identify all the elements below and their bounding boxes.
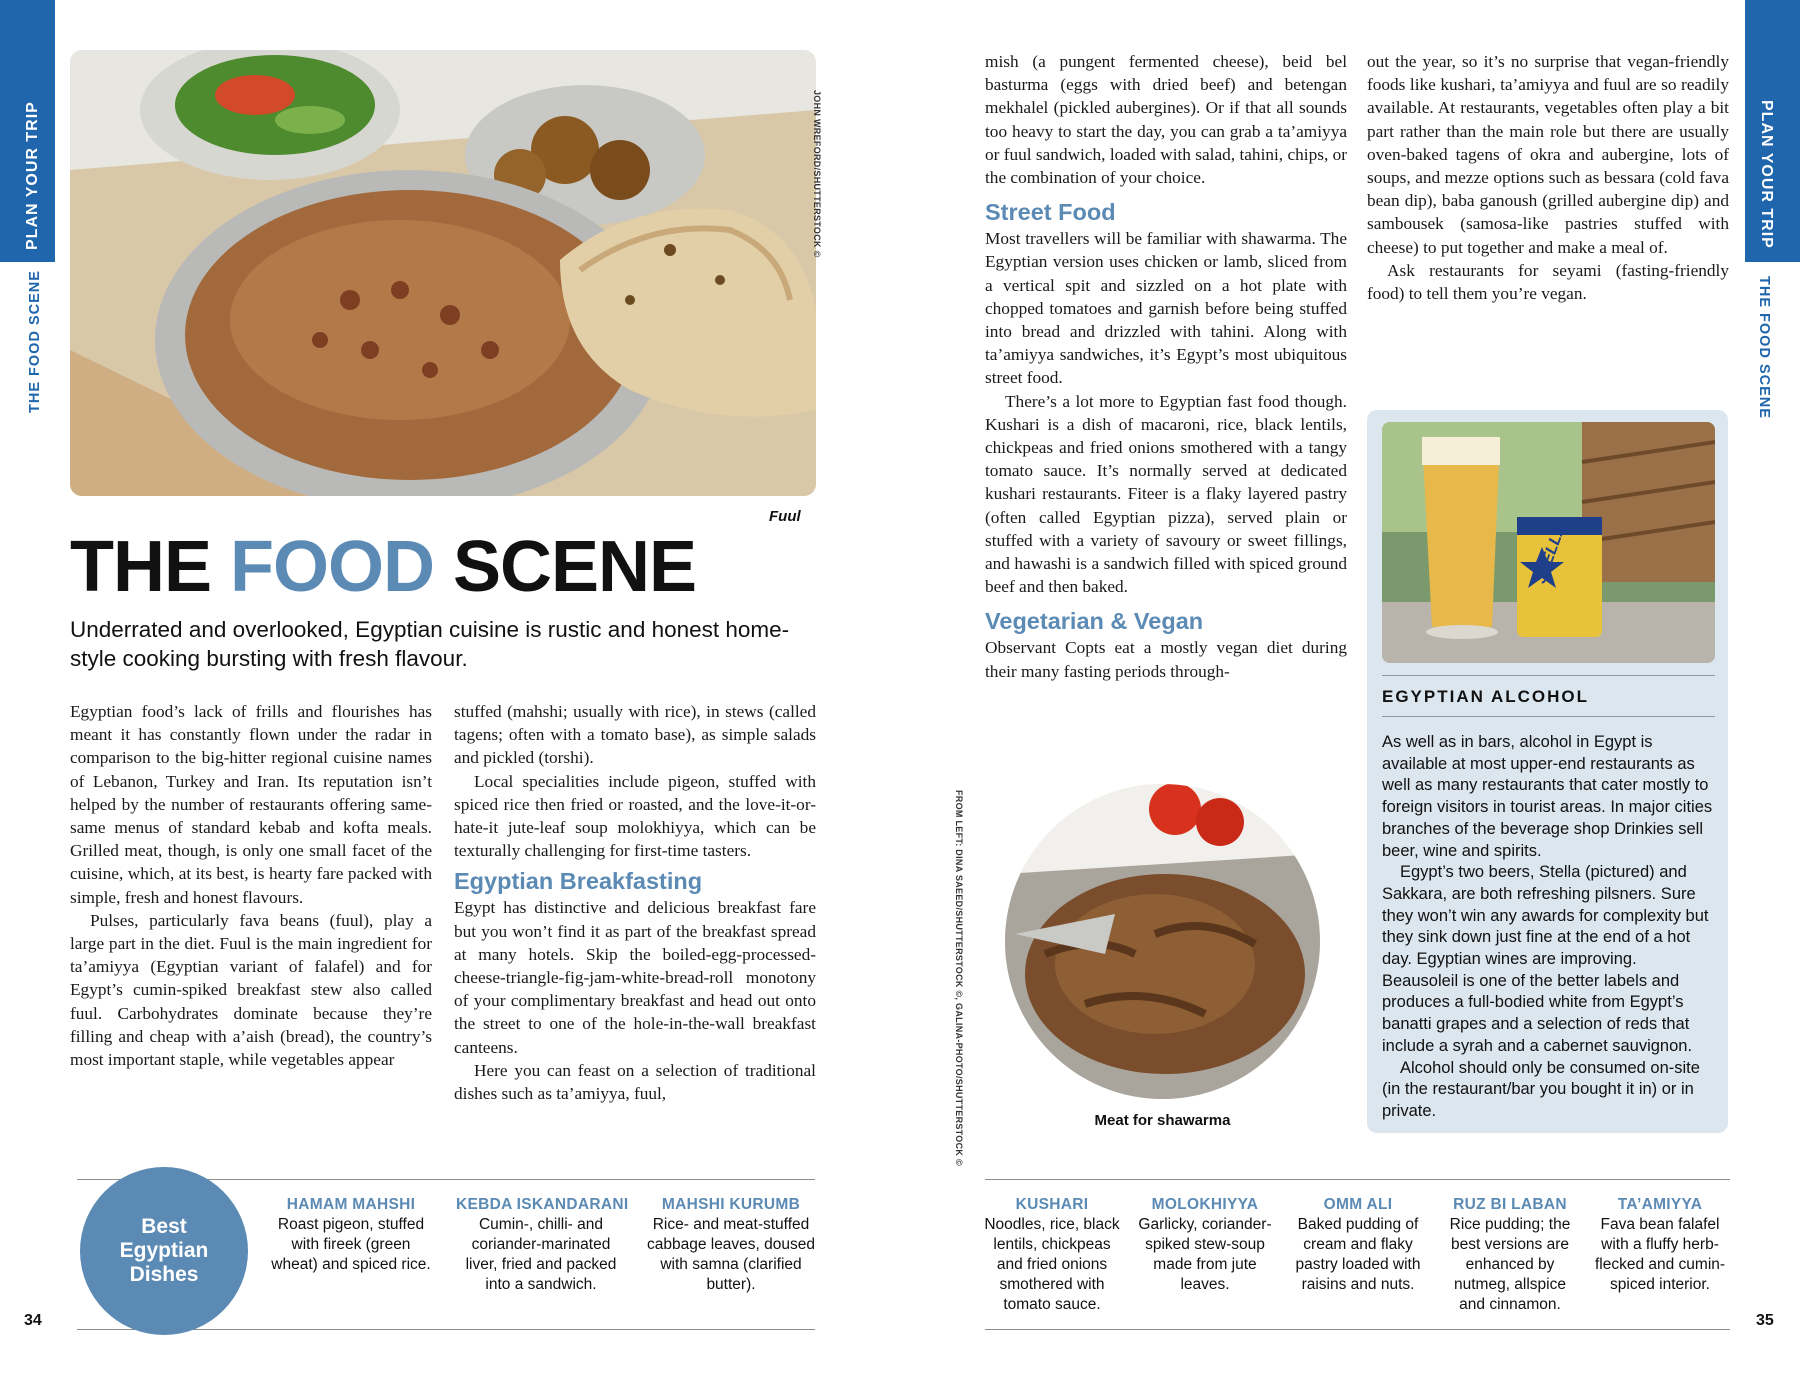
fuul-photo-credit: JOHN WREFORD/SHUTTERSTOCK © (812, 90, 822, 258)
dish-description: Cumin-, chilli- and coriander-marinated liver, fried and packed into a sandwich. (465, 1216, 617, 1293)
dishes-rule-top-right (985, 1179, 1730, 1180)
page-title: THE FOOD SCENE (70, 527, 697, 607)
dish-item (1590, 1195, 1730, 1295)
beer-photo (1382, 422, 1715, 663)
fuul-caption: Fuul (769, 508, 801, 525)
dish-description: Baked pudding of cream and flaky pastry loaded with raisins and nuts. (1295, 1216, 1421, 1293)
sidebar-rule-bottom (1382, 716, 1715, 717)
paragraph: Observant Copts eat a mostly vegan diet during their many fasting periods through- (985, 638, 1347, 681)
dish-item (646, 1195, 816, 1295)
left-chapter-label: THE FOOD SCENE (27, 270, 43, 413)
paragraph: Local specialities include pigeon, stuffed with spiced rice then fried or roasted, and the love-it-or-hate-it jute-leaf soup molokhiyya, which can be texturally challenging for first-time tasters. (454, 771, 816, 861)
shawarma-photo (1005, 784, 1320, 1099)
dish-item (1288, 1195, 1428, 1295)
right-chapter-label: THE FOOD SCENE (1756, 276, 1772, 419)
article-column-1 (70, 700, 432, 1071)
paragraph: As well as in bars, alcohol in Egypt is available at most upper-end restaurants as well as many restaurants that cater mostly to foreign visitors in tourist areas. In major cities branches of the beverage shop Drinkies sell beer, wine and spirits. (1382, 733, 1713, 860)
paragraph: stuffed (mahshi; usually with rice), in stews (called tagens; often with a tomato base), as simple salads and pickled (torshi). (454, 702, 816, 768)
page-number-left: 34 (24, 1312, 42, 1329)
page-subtitle: Underrated and overlooked, Egyptian cuisine is rustic and honest home-style cooking bursting with fresh flavour. (70, 617, 790, 671)
dish-name: HAMAM MAHSHI (286, 1196, 416, 1213)
dish-item (1440, 1195, 1580, 1315)
dish-description: Fava bean falafel with a fluffy herb-flecked and cumin-spiced interior. (1594, 1216, 1726, 1293)
section-heading-breakfasting: Egyptian Breakfasting (454, 868, 703, 895)
sidebar-rule-top (1382, 675, 1715, 676)
right-section-label: PLAN YOUR TRIP (1758, 100, 1775, 249)
dish-item (1134, 1195, 1276, 1295)
dish-item (456, 1195, 629, 1295)
article-column-4 (1367, 50, 1729, 305)
page-number-right: 35 (1756, 1312, 1774, 1329)
paragraph: Here you can feast on a selection of traditional dishes such as ta’amiyya, fuul, (454, 1060, 816, 1104)
dish-name: MAHSHI KURUMB (661, 1196, 801, 1213)
paragraph: out the year, so it’s no surprise that vegan-friendly foods like kushari, ta’amiyya and fuul are so readily available. At restaurants, vegetables often play a bit part rather than the main role but there are usually oven-baked tagens of okra and aubergine, lots of soups, and mezze options such as bessara (cold fava bean dip), baba ganoush (grilled aubergine dip) and sambousek (samosa-like pastries stuffed with cheese) to put together and make a meal of. (1367, 52, 1729, 257)
dish-name: OMM ALI (1323, 1196, 1393, 1213)
dish-name: KEBDA ISKANDARANI (456, 1196, 629, 1213)
fuul-photo (70, 50, 816, 496)
sidebar-text (1382, 732, 1715, 1123)
paragraph: Ask restaurants for seyami (fasting-friendly food) to tell them you’re vegan. (1367, 260, 1729, 304)
spread-photo-credit: FROM LEFT: DINA SAEED/SHUTTERSTOCK ©, GALINA-PHOTO/SHUTTERSTOCK © (954, 790, 964, 1166)
paragraph: There’s a lot more to Egyptian fast food though. Kushari is a dish of macaroni, rice, black lentils, chickpeas and fried onions smothered with a tangy tomato sauce. It’s normally served at dedicated kushari restaurants. Fiteer is a flaky layered pastry (often called Egyptian pizza), served plain or stuffed with a variety of savoury or sweet fillings, and hawashi is a sandwich filled with spiced ground beef and then baked. (985, 391, 1347, 597)
dish-description: Roast pigeon, stuffed with fireek (green wheat) and spiced rice. (271, 1216, 431, 1273)
dish-description: Rice pudding; the best versions are enhanced by nutmeg, allspice and cinnamon. (1449, 1216, 1571, 1313)
left-section-label: PLAN YOUR TRIP (24, 101, 41, 250)
shawarma-caption: Meat for shawarma (1094, 1112, 1231, 1129)
paragraph: Pulses, particularly fava beans (fuul), play a large part in the diet. Fuul is the main ingredient for ta’amiyya (Egyptian variant of falafel) and for Egypt’s cumin-spiked breakfast stew also called fuul. Carbohydrates dominate because they’re filling and cheap with a’aish (bread), the country’s most important staple, while vegetables appear (70, 910, 432, 1070)
paragraph: Most travellers will be familiar with shawarma. The Egyptian version uses chicken or lamb, sliced from a vertical spit and sizzled on a hot plate with chopped tomatoes and garnish before being stuffed into bread and drizzled with tahini. Along with ta’amiyya sandwiches, it’s Egypt’s most ubiquitous street food. (985, 229, 1347, 388)
best-dishes-badge: Best Egyptian Dishes (80, 1167, 248, 1335)
section-heading-vegetarian: Vegetarian & Vegan (985, 608, 1204, 635)
dish-name: KUSHARI (1015, 1196, 1089, 1213)
section-heading-street-food: Street Food (985, 199, 1116, 226)
paragraph: Egypt has distinctive and delicious breakfast fare but you won’t find it as part of the breakfast spread at many hotels. Skip the boiled-egg-processed-cheese-triangle-fig-jam-white-bread-roll monotony of your complimentary breakfast and head out onto the street to one of the hole-in-the-wall breakfast canteens. (454, 898, 816, 1057)
dishes-rule-bottom-right (985, 1329, 1730, 1330)
sidebar-title: EGYPTIAN ALCOHOL (1382, 687, 1590, 706)
article-column-3 (985, 50, 1347, 683)
paragraph: mish (a pungent fermented cheese), beid bel basturma (eggs with dried beef) and betengan mekhalel (pickled aubergines). Or if that all sounds too heavy to start the day, you can grab a ta’amiyya or fuul sandwich, loaded with salad, tahini, chips, or the combination of your choice. (985, 52, 1347, 188)
dish-name: MOLOKHIYYA (1151, 1196, 1259, 1213)
dish-item (982, 1195, 1122, 1315)
paragraph: Alcohol should only be consumed on-site (in the restaurant/bar you bought it in) or in private. (1382, 1058, 1700, 1120)
paragraph: Egypt’s two beers, Stella (pictured) and Sakkara, are both refreshing pilsners. Sure they won’t win any awards for complexity but they sink down just fine at the end of a hot day. Egyptian wines are improving. Beausoleil is one of the better labels and produces a full-bodied white from Egypt’s banatti grapes and a selection of reds that include a syrah and a cabernet sauvignon. (1382, 863, 1709, 1055)
dish-name: TA’AMIYYA (1617, 1196, 1703, 1213)
paragraph: Egyptian food’s lack of frills and flourishes has meant it has constantly flown under the radar in comparison to the big-hitter regional cuisine names of Lebanon, Turkey and Iran. Its reputation isn’t helped by the number of restaurants offering same-same menus of standard kebab and kofta meals. Grilled meat, though, is only one small facet of the cuisine, which, at its best, is hearty fare packed with simple, fresh and honest flavours. (70, 702, 432, 907)
dish-description: Noodles, rice, black lentils, chickpeas and fried onions smothered with tomato sauce. (984, 1216, 1120, 1313)
beer-can-label: STELLA (1532, 521, 1570, 586)
article-column-2 (454, 700, 816, 1105)
dish-name: RUZ BI LABAN (1453, 1196, 1567, 1213)
dish-item (271, 1195, 431, 1275)
dish-description: Garlicky, coriander-spiked stew-soup made from jute leaves. (1138, 1216, 1272, 1293)
dish-description: Rice- and meat-stuffed cabbage leaves, doused with samna (clarified butter). (646, 1216, 816, 1293)
